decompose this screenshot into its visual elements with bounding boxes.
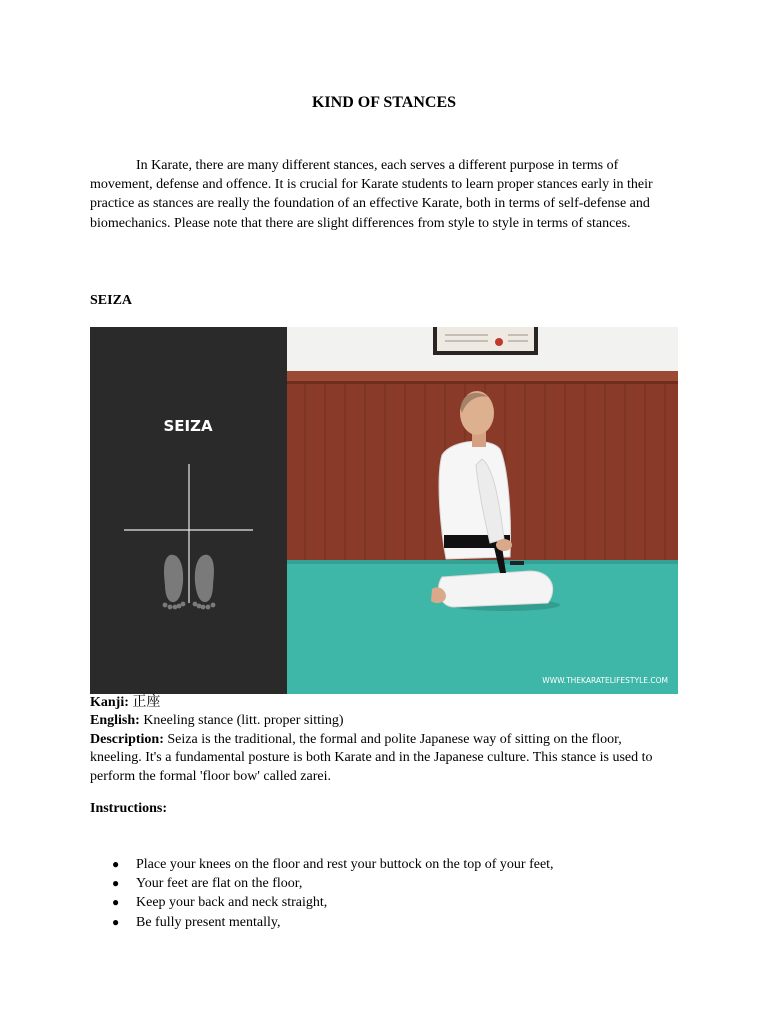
list-item-text: Be fully present mentally, <box>136 914 281 930</box>
seiza-illustration <box>90 327 678 694</box>
english-label: English: <box>90 713 140 729</box>
bullet-icon: ● <box>112 876 120 891</box>
instructions-heading: Instructions: <box>90 801 168 816</box>
intro-paragraph: In Karate, there are many different stances, each serves a different purpose in terms of movement, defense and offence. It is crucial for Karate students to learn proper stances early in their practice as stances are really the foundation of an effective Karate, both in terms of self-defense and biomechanics. Please note that there are slight differences from style to style in terms of stances. <box>90 158 653 231</box>
list-item-text: Your feet are flat on the floor, <box>136 876 303 892</box>
bullet-icon: ● <box>112 914 120 929</box>
photo-watermark: WWW.THEKARATELIFESTYLE.COM <box>542 676 668 685</box>
list-item <box>90 855 670 874</box>
description-label: Description: <box>90 731 164 747</box>
stance-details <box>90 694 670 786</box>
list-item <box>90 893 670 912</box>
list-item-text: Place your knees on the floor and rest your buttock on the top of your feet, <box>136 857 554 872</box>
list-item-text: Keep your back and neck straight, <box>136 895 328 911</box>
section-heading-seiza: SEIZA <box>90 293 133 308</box>
english-line <box>90 712 670 730</box>
kanji-label: Kanji: <box>90 695 129 710</box>
description-line <box>90 731 670 786</box>
diagram-panel-label: SEIZA <box>163 417 213 435</box>
bullet-icon: ● <box>112 895 120 910</box>
kanji-value: 正座 <box>128 695 161 710</box>
bullet-icon: ● <box>112 857 120 871</box>
list-item <box>90 913 670 932</box>
list-item <box>90 874 670 893</box>
english-value: Kneeling stance (litt. proper sitting) <box>139 713 344 729</box>
description-value: Seiza is the traditional, the formal and polite Japanese way of sitting on the floor, kneeling. It's a fundamental posture is both Karate and in the Japanese culture. This stance is used to perform the formal 'floor bow' called zarei. <box>90 731 653 784</box>
instructions-list <box>90 855 670 932</box>
seiza-figure <box>90 327 678 694</box>
kanji-line <box>90 694 670 712</box>
page-title: KIND OF STANCES <box>311 94 457 111</box>
seiza-photo <box>287 327 678 694</box>
